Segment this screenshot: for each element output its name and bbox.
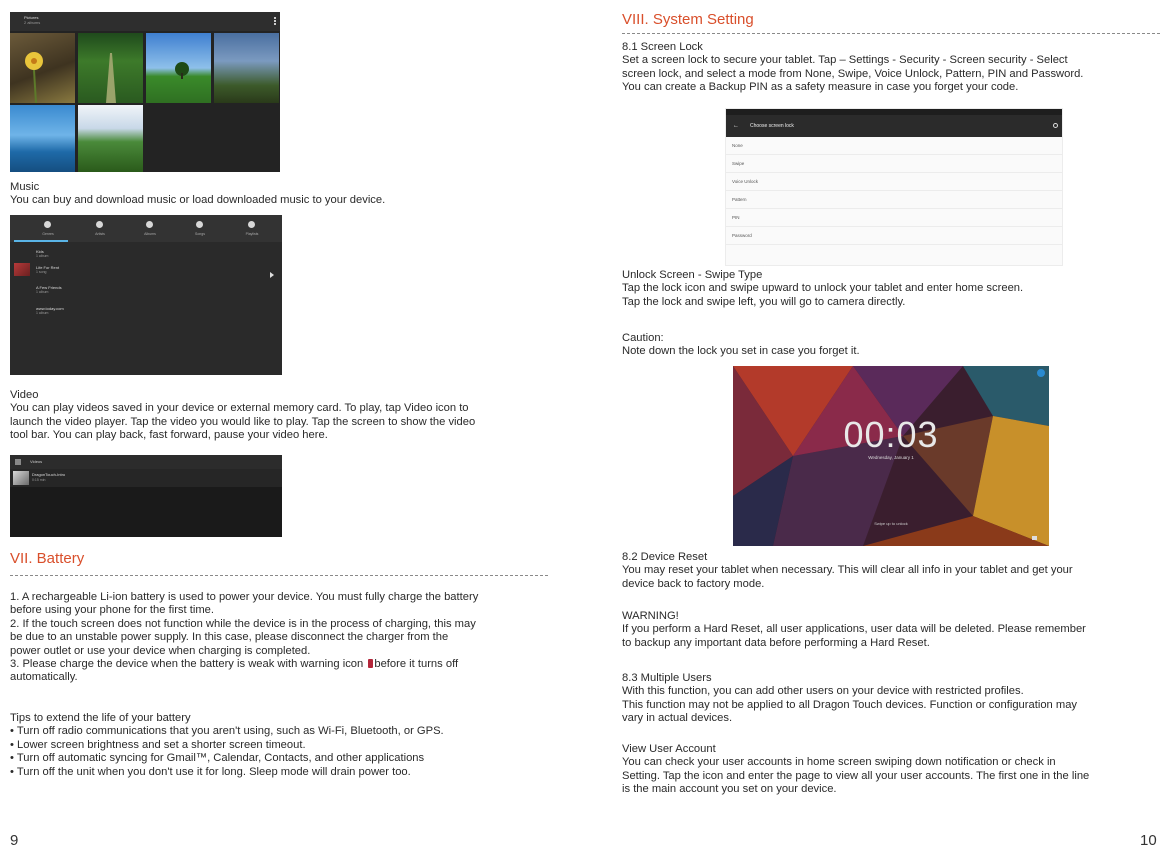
battery-item: 1. A rechargeable Li-ion battery is used to power your device. You must fully charge the battery [10,591,479,603]
music-screenshot [10,215,282,375]
system-setting-heading: VIII. System Setting [622,11,754,28]
video-app-icon [15,459,21,465]
system-setting-divider [622,33,1160,34]
video-list-item [10,469,282,487]
lock-screen-clock: 00:03 [843,414,939,455]
back-arrow-icon: ← [733,123,739,129]
tree-icon [146,33,211,103]
music-section [10,181,385,208]
search-icon [1053,123,1058,128]
photo-thumbnail-daffodil [10,33,75,103]
tip-item: • Lower screen brightness and set a shorter screen timeout. [10,738,306,751]
gallery-subtitle: 2 albums [24,20,41,25]
photo-thumbnail-forest [78,33,143,103]
battery-divider [10,575,548,576]
video-thumbnail [13,471,29,485]
album-art-icon [14,263,30,276]
page-number-right: 10 [1140,832,1157,849]
lock-option-pin: PIN [726,209,1063,227]
gallery-title: Pictures [24,15,39,20]
caution-section [622,332,860,359]
video-line-3: tool bar. You can play back, fast forward, pause your video here. [10,429,328,442]
battery-tips [10,712,444,779]
screen-lock-toolbar [726,115,1063,137]
battery-item: before using your phone for the first time. [10,604,214,617]
screen-lock-title: 8.1 Screen Lock [622,41,703,53]
music-title: Music [10,181,40,193]
tab-songs: Songs [180,218,220,240]
screen-lock-section: 8.1 Screen Lock Set a screen lock to secure your tablet. Tap – Settings - Security - Screen security - Select screen lock, and select a mode from None, Swipe, Voice Unlock, Pattern, PIN and Password. You can create a Backup PIN as a safety measure in case you forget your code. [622,41,1084,94]
genres-icon [44,221,51,228]
lock-screen-screenshot [733,366,1049,546]
lock-option-swipe: Swipe [726,155,1063,173]
warning-section: WARNING! If you perform a Hard Reset, all user applications, user data will be deleted. Please remember to backup any important data before performing a Hard Reset. [622,610,1086,649]
video-item-title: DragonTouch-Intro [32,472,66,477]
video-section [10,389,475,443]
music-body: You can buy and download music or load downloaded music to your device. [10,194,386,207]
tab-albums: Albums [130,218,170,240]
battery-heading: VII. Battery [10,550,85,567]
users-section: 8.3 Multiple Users With this function, you can add other users on your device with restricted profiles. This function may not be applied to all Dragon Touch devices. Function or configuration may vary in actual devices. [622,672,1078,725]
view-account-section: View User Account You can check your user accounts in home screen swiping down notification or check in Setting. Tap the icon and enter the page to view all your user accounts. The first one in the line is the main account you set on your device. [622,743,1090,796]
choose-screen-lock-screenshot [725,108,1063,266]
video-line-1: You can play videos saved in your device or external memory card. To play, tap Video icon to [10,402,469,415]
list-item: www.today.com 1 album [36,306,64,315]
screen-lock-toolbar-title: Choose screen lock [750,123,794,129]
camera-icon [1032,536,1037,540]
video-item-duration: 0:15 min [32,478,46,482]
list-item: A Few Friends 1 album [36,285,62,294]
caution-body: Note down the lock you set in case you forget it. [622,345,860,358]
tips-title: Tips to extend the life of your battery [10,712,191,724]
playlists-icon [248,221,255,228]
unlock-title: Unlock Screen - Swipe Type [622,269,763,281]
battery-item-3-line: 3. Please charge the device when the battery is weak with warning icon before it turns off [10,658,459,671]
play-icon [270,272,274,278]
user-avatar-icon [1037,369,1045,377]
lock-option-none: None [726,137,1063,155]
lock-screen-hint: Swipe up to unlock [874,521,908,526]
list-item: Kids 1 album [36,249,49,258]
tip-item: • Turn off the unit when you don't use it for long. Sleep mode will drain power too. [10,765,411,778]
albums-icon [146,221,153,228]
active-tab-indicator [14,240,68,242]
tab-genres: Genres [28,218,68,240]
photo-thumbnail-meadow [78,105,143,172]
video-screenshot [10,455,282,537]
photo-thumbnail-mountains [214,33,279,103]
video-line-2: launch the video player. Tap the video you would like to play. Tap the screen to show the video [10,415,476,428]
photo-thumbnail-sea [10,105,75,172]
songs-icon [196,221,203,228]
gallery-toolbar [10,12,280,31]
battery-item: 2. If the touch screen does not function while the device is in the process of charging, this may [10,617,476,630]
tip-item: • Turn off automatic syncing for Gmail™, Calendar, Contacts, and other applications [10,752,425,765]
view-account-title: View User Account [622,743,716,755]
tip-item: • Turn off radio communications that you aren't using, such as Wi-Fi, Bluetooth, or GPS. [10,725,444,738]
video-header-label: Videos [30,459,43,464]
lock-option-voice-unlock: Voice Unlock [726,173,1063,191]
battery-item: be due to an unstable power supply. In this case, please disconnect the charger from the [10,631,449,644]
reset-title: 8.2 Device Reset [622,551,708,563]
battery-item: power outlet or use your device when charging is completed. [10,644,311,657]
artists-icon [96,221,103,228]
tab-playlists: Playlists [232,218,272,240]
path-icon [78,33,143,103]
flower-icon [10,33,75,103]
battery-warning-icon [368,659,373,668]
video-title: Video [10,389,39,401]
warning-title: WARNING! [622,610,679,622]
battery-body [10,591,478,685]
lock-option-pattern: Pattern [726,191,1063,209]
reset-section: 8.2 Device Reset You may reset your tablet when necessary. This will clear all info in your tablet and get your device back to factory mode. [622,551,1073,590]
overflow-menu-icon [274,17,276,25]
tab-artists: Artists [80,218,120,240]
unlock-section: Unlock Screen - Swipe Type Tap the lock icon and swipe upward to unlock your tablet and enter home screen. Tap the lock and swipe left, you will go to camera directly. [622,269,1024,308]
video-toolbar [10,455,282,469]
left-page [0,0,587,852]
music-tab-bar [10,215,282,242]
lock-screen-date: Wednesday, January 1 [868,455,914,460]
battery-item: automatically. [10,671,78,684]
lock-option-password: Password [726,227,1063,245]
gallery-screenshot [10,12,280,172]
users-title: 8.3 Multiple Users [622,672,712,684]
list-item: Life For Rent 1 song [36,265,60,274]
photo-thumbnail-field [146,33,211,103]
page-number-left: 9 [10,832,19,849]
caution-title: Caution: [622,332,664,344]
